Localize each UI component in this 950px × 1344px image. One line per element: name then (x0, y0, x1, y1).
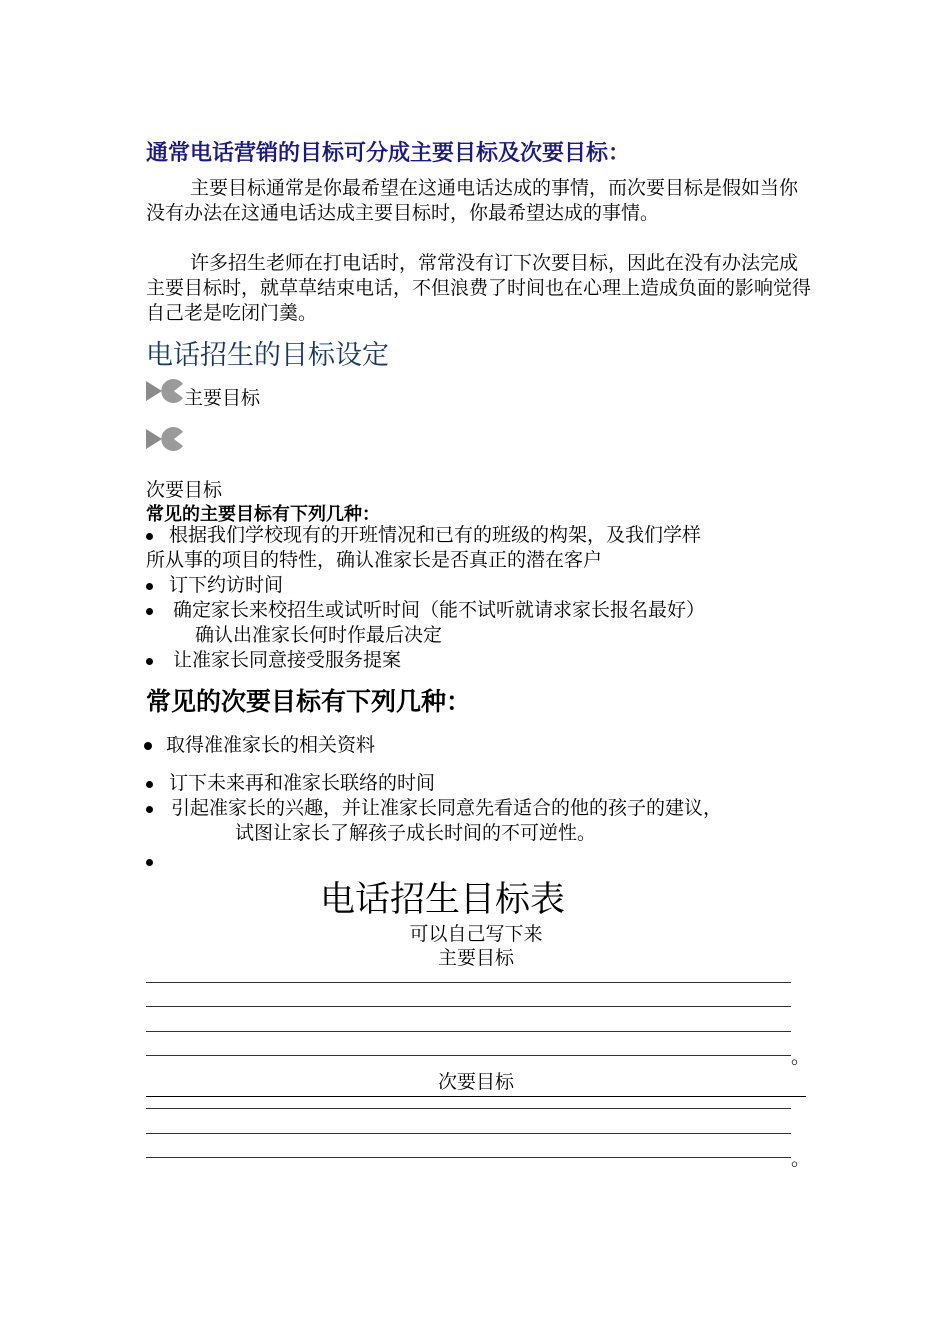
bullet-icon (146, 658, 153, 665)
bullet-icon (146, 781, 153, 788)
write-in-line[interactable] (146, 1133, 791, 1134)
paragraph-primary-definition: 主要目标通常是你最希望在这通电话达成的事情，而次要目标是假如当你没有办法在这通电话达成主要目标时，你最希望达成的事情。 (146, 177, 799, 224)
list-item: 让准家长同意接受服务提案 (146, 648, 401, 673)
list-item: 取得准准家长的相关资料 (144, 733, 375, 758)
section-heading-goal-types: 通常电话营销的目标可分成主要目标及次要目标： (146, 141, 631, 166)
table-primary-label: 主要目标 (437, 947, 514, 969)
list-item: 订下约访时间 (146, 573, 283, 598)
write-in-line[interactable] (146, 1157, 791, 1158)
write-in-line[interactable] (146, 1055, 791, 1056)
list-item: 根据我们学校现有的开班情况和已有的班级的构架，及我们学样 (146, 523, 701, 548)
bullet-icon (146, 852, 153, 871)
goal-secondary-label: 次要目标 (146, 479, 223, 501)
line-end-mark: 。 (791, 1148, 811, 1170)
list-item: 订下未来再和准家长联络的时间 (146, 771, 435, 796)
list-item: 引起准家长的兴趣，并让准家长同意先看适合的他的孩子的建议， (146, 796, 722, 821)
list-item-continuation: 确认出准家长何时作最后决定 (195, 624, 443, 646)
paragraph-secondary-importance: 许多招生老师在打电话时，常常没有订下次要目标，因此在没有办法完成主要目标时，就草草结束电话，不但浪费了时间也在心理上造成负面的影响觉得自己老是吃闭门羹。 (146, 252, 812, 324)
table-title: 电话招生目标表 (320, 880, 566, 920)
write-in-line[interactable] (146, 982, 791, 983)
bullet-icon (146, 533, 153, 540)
goal-primary-label: 主要目标 (184, 387, 261, 409)
bullet-icon (146, 806, 153, 813)
secondary-list-title: 常见的次要目标有下列几种： (146, 687, 472, 716)
list-item-continuation: 试图让家长了解孩子成长时间的不可逆性。 (235, 822, 597, 844)
line-end-mark: 。 (791, 1046, 811, 1068)
bullet-icon (146, 608, 153, 615)
table-secondary-label: 次要目标 (437, 1071, 514, 1093)
primary-list-title: 常见的主要目标有下列几种： (146, 504, 380, 525)
list-item: 确定家长来校招生或试听时间（能不试听就请求家长报名最好） (146, 598, 705, 623)
write-in-line[interactable] (146, 1006, 791, 1007)
table-subtitle: 可以自己写下来 (409, 923, 543, 945)
bullet-icon (144, 742, 152, 750)
play-pacman-icon (144, 425, 184, 457)
list-item-continuation: 所从事的项目的特性，确认准家长是否真正的潜在客户 (146, 549, 603, 571)
bullet-icon (146, 583, 153, 590)
write-in-line[interactable] (146, 1108, 791, 1109)
play-pacman-icon (144, 377, 184, 409)
write-in-line[interactable] (146, 1031, 791, 1032)
table-divider (146, 1096, 806, 1097)
section-heading-goal-setting: 电话招生的目标设定 (146, 340, 389, 371)
